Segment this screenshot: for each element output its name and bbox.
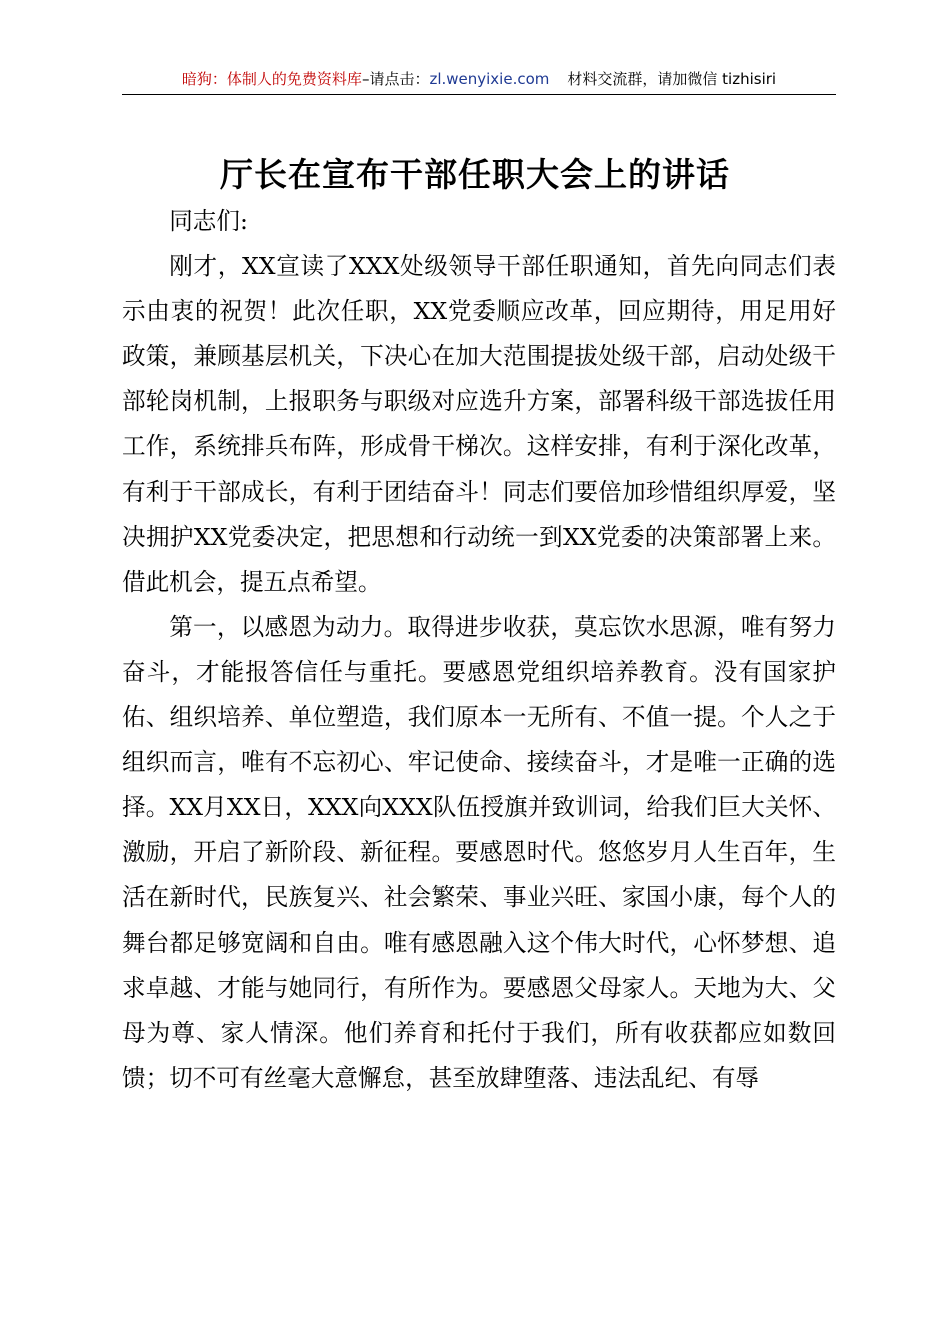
page-header bbox=[122, 66, 836, 95]
document-body bbox=[122, 199, 836, 1101]
header-url-link[interactable]: zl.wenyixie.com bbox=[429, 70, 550, 88]
header-site-name: 暗狗：体制人的免费资料库 bbox=[181, 70, 362, 88]
header-click-prompt: –请点击： bbox=[361, 70, 430, 88]
paragraph-intro: 刚才，XX宣读了XXX处级领导干部任职通知，首先向同志们表示由衷的祝贺！此次任职，XX党委顺应改革，回应期待，用足用好政策，兼顾基层机关，下决心在加大范围提拔处级干部，启动处级干部轮岗机制，上报职务与职级对应选升方案，部署科级干部选拔任用工作，系统排兵布阵，形成骨干梯次。这样安排，有利于深化改革，有利于干部成长，有利于团结奋斗！同志们要倍加珍惜组织厚爱，坚决拥护XX党委决定，把思想和行动统一到XX党委的决策部署上来。借此机会，提五点希望。 bbox=[122, 252, 836, 596]
salutation: 同志们: bbox=[169, 207, 248, 235]
header-contact-text: 材料交流群，请加微信 tizhisiri bbox=[567, 70, 777, 88]
document-title: 厅长在宣布干部任职大会上的讲话 bbox=[220, 155, 730, 194]
paragraph-first-point: 第一，以感恩为动力。取得进步收获，莫忘饮水思源，唯有努力奋斗，才能报答信任与重托。要感恩党组织培养教育。没有国家护佑、组织培养、单位塑造，我们原本一无所有、不值一提。个人之于组织而言，唯有不忘初心、牢记使命、接续奋斗，才是唯一正确的选择。XX月XX日，XXX向XXX队伍授旗并致训词，给我们巨大关怀、激励，开启了新阶段、新征程。要感恩时代。悠悠岁月人生百年，生活在新时代，民族复兴、社会繁荣、事业兴旺、家国小康，每个人的舞台都足够宽阔和自由。唯有感恩融入这个伟大时代，心怀梦想、追求卓越、才能与她同行，有所作为。要感恩父母家人。天地为大、父母为尊、家人情深。他们养育和托付于我们，所有收获都应如数回馈；切不可有丝毫大意懈怠，甚至放肆堕落、违法乱纪、有辱 bbox=[122, 612, 836, 1092]
